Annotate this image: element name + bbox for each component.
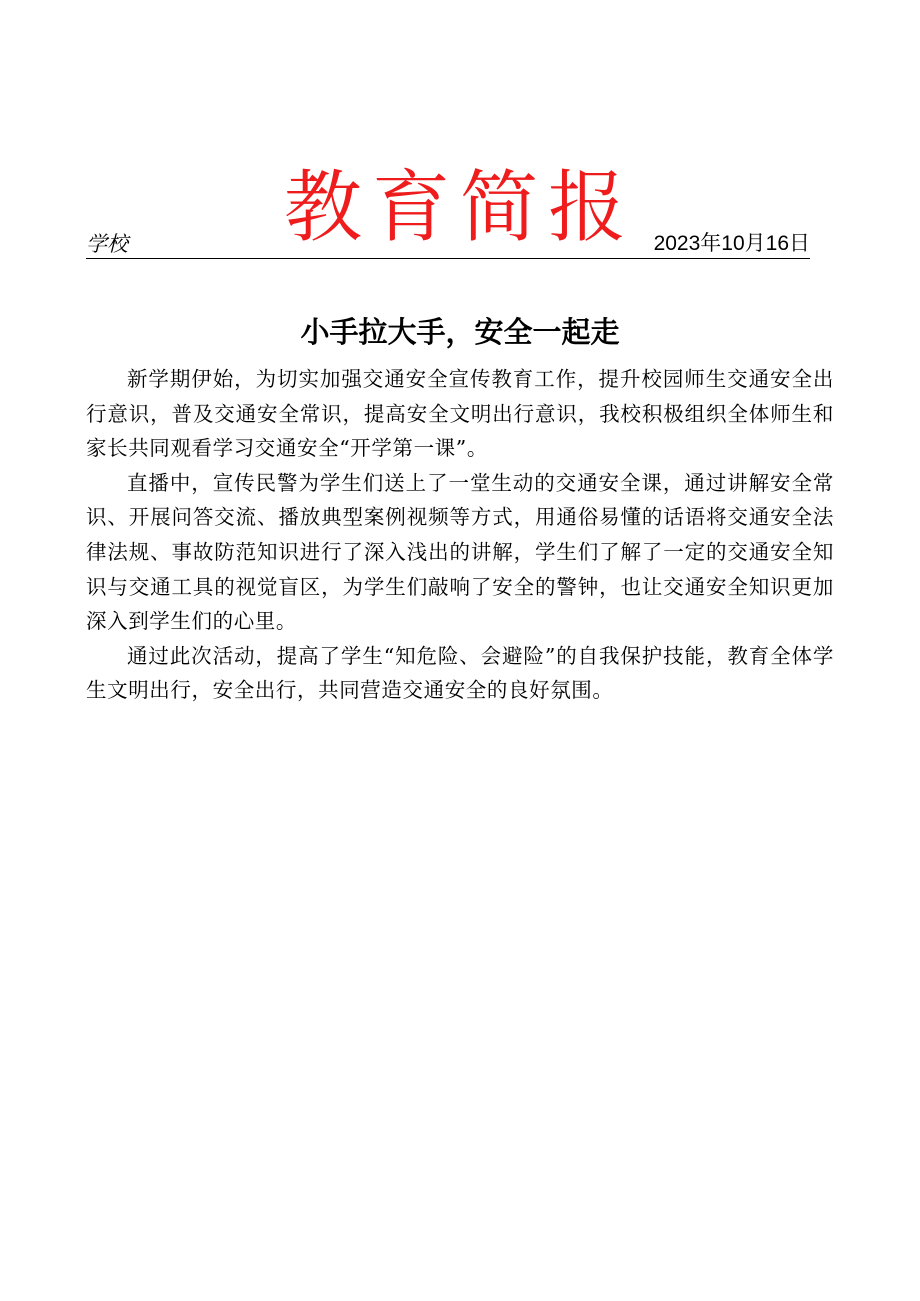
masthead-title: 教育简报 bbox=[283, 163, 636, 254]
article-body bbox=[86, 362, 834, 708]
paragraph: 直播中，宣传民警为学生们送上了一堂生动的交通安全课，通过讲解安全常识、开展问答交流、播放典型案例视频等方式，用通俗易懂的话语将交通安全法律法规、事故防范知识进行了深入浅出的讲解，学生们了解了一定的交通安全知识与交通工具的视觉盲区，为学生们敲响了安全的警钟，也让交通安全知识更加深入到学生们的心里。 bbox=[86, 470, 834, 634]
meta-row bbox=[86, 230, 810, 259]
paragraph: 通过此次活动，提高了学生“知危险、会避险”的自我保护技能，教育全体学生文明出行，安全出行，共同营造交通安全的良好氛围。 bbox=[86, 643, 834, 703]
article-title: 小手拉大手，安全一起走 bbox=[300, 315, 620, 350]
paragraph: 新学期伊始，为切实加强交通安全宣传教育工作，提升校园师生交通安全出行意识，普及交通安全常识，提高安全文明出行意识，我校积极组织全体师生和家长共同观看学习交通安全“开学第一课”。 bbox=[86, 367, 834, 461]
issue-date: 2023年10月16日 bbox=[653, 232, 810, 255]
school-label: 学校 bbox=[86, 232, 128, 256]
